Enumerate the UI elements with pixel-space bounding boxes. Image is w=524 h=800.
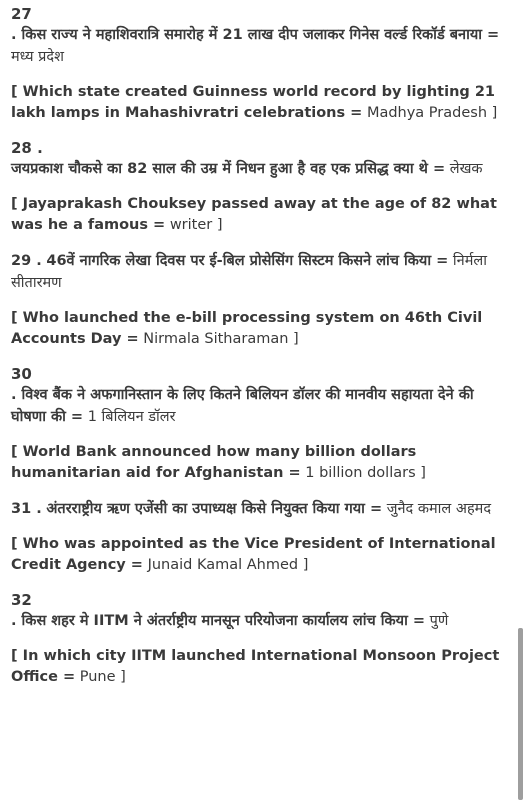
hindi-question-line bbox=[11, 24, 511, 68]
english-answer: Nirmala Sitharaman ] bbox=[143, 331, 299, 347]
question-32 bbox=[11, 590, 511, 688]
hindi-question: जयप्रकाश चौकसे का 82 साल की उम्र में निधन हुआ है वह एक प्रसिद्ध क्या थे = bbox=[11, 161, 446, 177]
hindi-answer: लेखक bbox=[449, 161, 483, 177]
hindi-question-line bbox=[11, 498, 511, 520]
question-number: 28 . bbox=[11, 139, 43, 157]
hindi-question: . किस शहर मे IITM ने अंतर्राष्ट्रीय मानसून परियोजना कार्यालय लांच किया = bbox=[11, 613, 426, 629]
hindi-question-line bbox=[11, 384, 511, 428]
english-question-line bbox=[11, 646, 511, 688]
english-answer: Junaid Kamal Ahmed ] bbox=[147, 557, 309, 573]
english-question: [ In which city IITM launched International Monsoon Project Office = bbox=[11, 648, 500, 685]
english-question: [ Who launched the e-bill processing system on 46th Civil Accounts Day = bbox=[11, 310, 483, 347]
hindi-answer: निर्मला सीतारमण bbox=[11, 253, 487, 291]
question-27 bbox=[11, 4, 511, 124]
english-question-line bbox=[11, 194, 511, 236]
question-number: 27 bbox=[11, 5, 32, 23]
hindi-answer: मध्य प्रदेश bbox=[11, 49, 64, 65]
question-30 bbox=[11, 364, 511, 484]
hindi-question: अंतरराष्ट्रीय ऋण एजेंसी का उपाध्यक्ष किसे नियुक्त किया गया = bbox=[46, 501, 383, 517]
english-question: [ Which state created Guinness world record by lighting 21 lakh lamps in Mahashivratri celebrations = bbox=[11, 84, 496, 121]
hindi-question: 46वें नागरिक लेखा दिवस पर ई-बिल प्रोसेसिंग सिस्टम किसने लांच किया = bbox=[46, 253, 449, 269]
question-number: 31 . bbox=[11, 501, 42, 517]
vertical-scrollbar[interactable] bbox=[518, 628, 523, 800]
hindi-answer: पुणे bbox=[429, 613, 449, 629]
english-question-line bbox=[11, 442, 511, 484]
english-question-line bbox=[11, 82, 511, 124]
english-answer: writer ] bbox=[169, 217, 223, 233]
english-answer: 1 billion dollars ] bbox=[305, 465, 426, 481]
hindi-question-line bbox=[11, 158, 511, 180]
question-31 bbox=[11, 498, 511, 576]
question-28 bbox=[11, 138, 511, 236]
english-answer: Pune ] bbox=[79, 669, 126, 685]
question-number: 29 . bbox=[11, 253, 42, 269]
english-question-line bbox=[11, 534, 511, 576]
english-question-line bbox=[11, 308, 511, 350]
hindi-answer: जुनैद कमाल अहमद bbox=[386, 501, 492, 517]
hindi-question: . किस राज्य ने महाशिवरात्रि समारोह में 21 लाख दीप जलाकर गिनेस वर्ल्ड रिकॉर्ड बनाया = bbox=[11, 27, 500, 43]
hindi-question: . विश्व बैंक ने अफगानिस्तान के लिए कितने बिलियन डॉलर की मानवीय सहायता देने की घोषणा की = bbox=[11, 387, 474, 425]
english-question: [ Jayaprakash Chouksey passed away at the age of 82 what was he a famous = bbox=[11, 196, 497, 233]
english-answer: Madhya Pradesh ] bbox=[366, 105, 498, 121]
question-number: 32 bbox=[11, 591, 32, 609]
quiz-content bbox=[11, 0, 511, 688]
hindi-question-line bbox=[11, 610, 511, 632]
hindi-question-line bbox=[11, 250, 511, 294]
english-question: [ Who was appointed as the Vice President of International Credit Agency = bbox=[11, 536, 496, 573]
hindi-answer: 1 बिलियन डॉलर bbox=[87, 409, 176, 425]
english-question: [ World Bank announced how many billion dollars humanitarian aid for Afghanistan = bbox=[11, 444, 417, 481]
question-29 bbox=[11, 250, 511, 350]
question-number: 30 bbox=[11, 365, 32, 383]
